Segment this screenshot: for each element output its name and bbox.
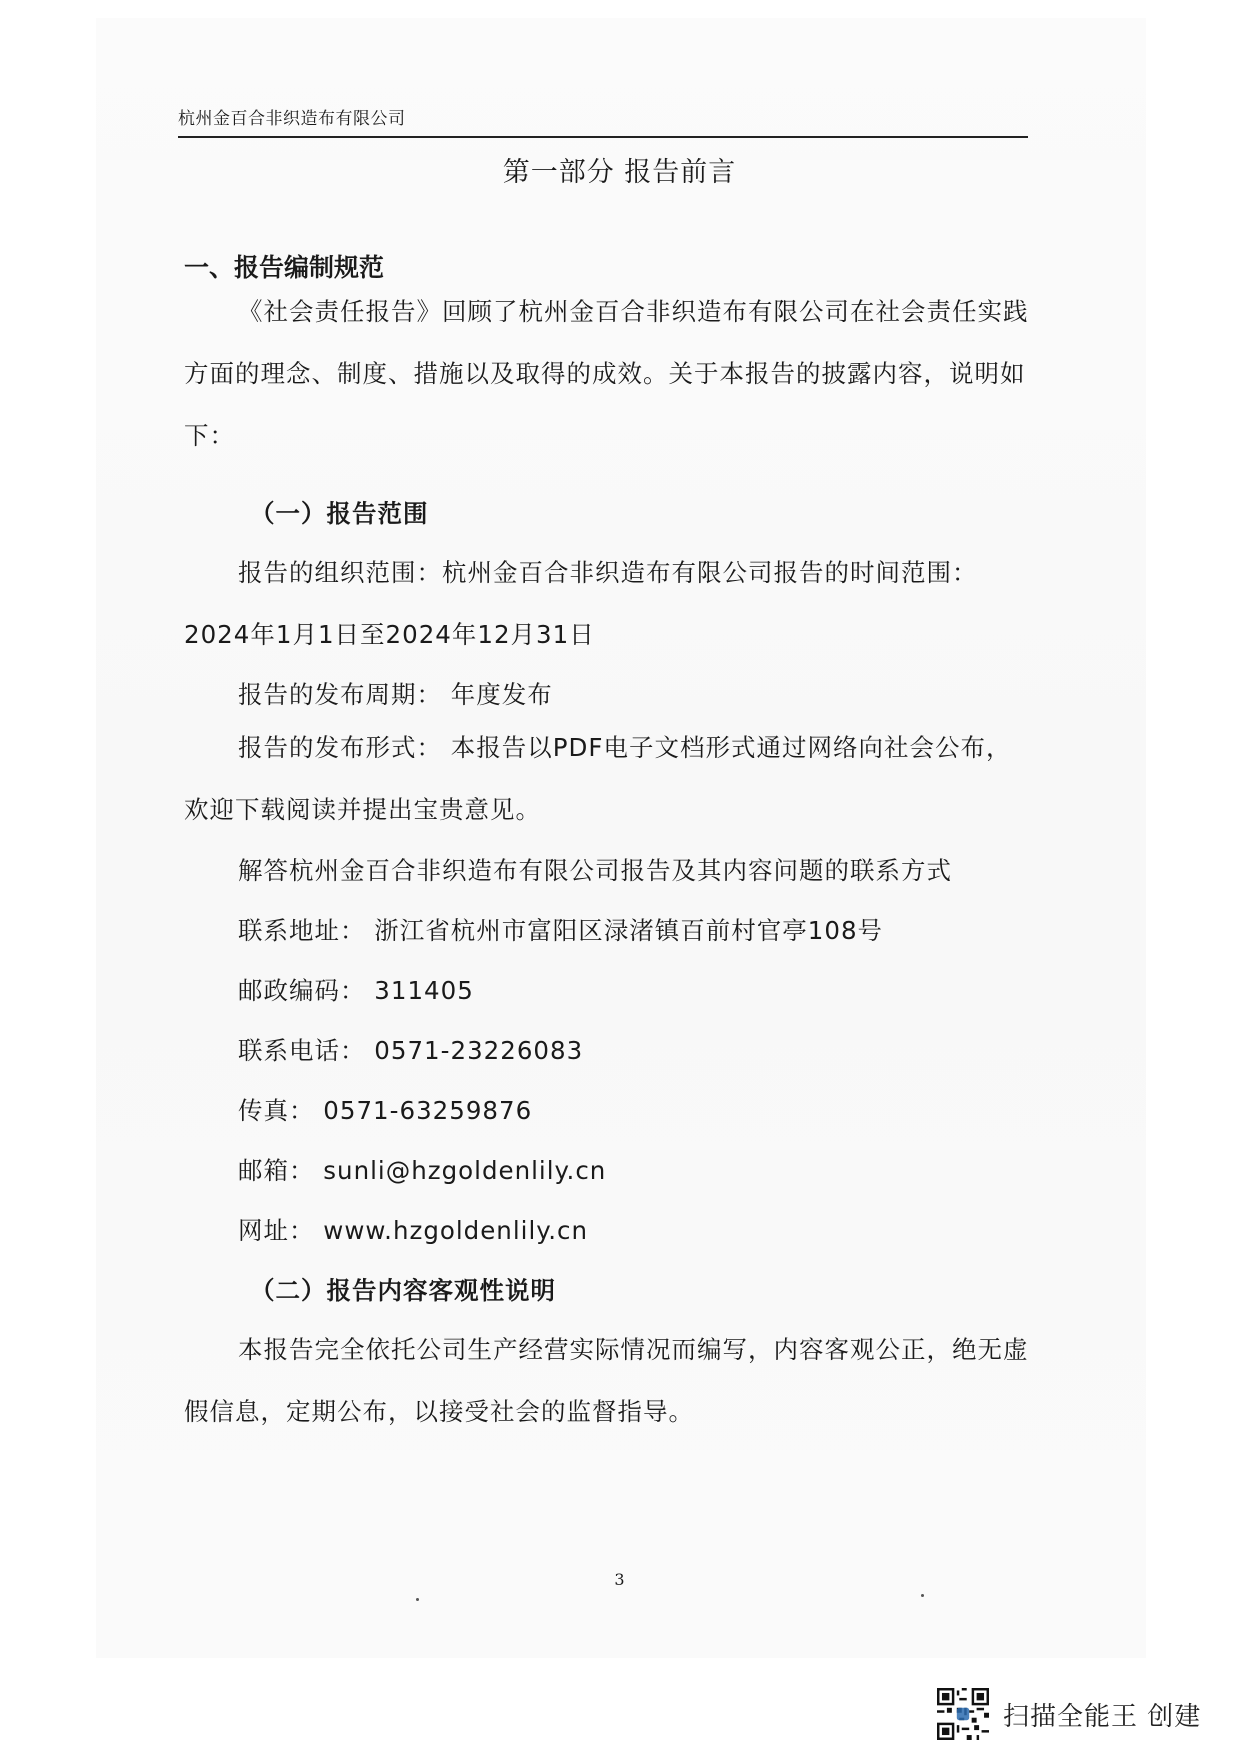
header-company-name: 杭州金百合非织造布有限公司 [178,109,406,129]
scanner-watermark [937,1688,1201,1740]
subsection-heading-scope: （一）报告范围 [250,499,429,528]
part-title: 第一部分 报告前言 [502,157,737,188]
contact-fax: 传真： 0571-63259876 [238,1096,533,1125]
release-form-paragraph [184,717,1029,841]
contact-email: 邮箱： sunli@hzgoldenlily.cn [238,1156,607,1185]
release-form-text: 报告的发布形式： 本报告以PDF电子文档形式通过网络向社会公布，欢迎下载阅读并提出宝贵意见。 [184,733,1012,824]
watermark-text: 扫描全能王 创建 [1003,1701,1202,1732]
release-cycle: 报告的发布周期： 年度发布 [238,680,553,709]
intro-text: 《社会责任报告》回顾了杭州金百合非织造布有限公司在社会责任实践方面的理念、制度、措施以及取得的成效。关于本报告的披露内容，说明如下： [184,297,1029,450]
header-divider [178,136,1028,138]
scope-paragraph [184,542,1029,666]
scan-speck [921,1594,924,1597]
section-heading: 一、报告编制规范 [184,253,385,282]
contact-phone: 联系电话： 0571-23226083 [238,1036,584,1065]
scan-speck [416,1598,419,1601]
contact-address: 联系地址： 浙江省杭州市富阳区渌渚镇百前村官亭108号 [238,916,884,945]
subsection-heading-objectivity: （二）报告内容客观性说明 [250,1276,556,1305]
contact-intro: 解答杭州金百合非织造布有限公司报告及其内容问题的联系方式 [238,856,952,885]
scope-text: 报告的组织范围：杭州金百合非织造布有限公司报告的时间范围：2024年1月1日至2024年12月31日 [184,558,978,649]
intro-paragraph [184,281,1029,467]
page-number: 3 [614,1570,625,1589]
qr-code-icon [937,1688,989,1740]
objectivity-paragraph [184,1319,1029,1443]
contact-postcode: 邮政编码： 311405 [238,976,474,1005]
contact-website: 网址： www.hzgoldenlily.cn [238,1216,589,1245]
objectivity-text: 本报告完全依托公司生产经营实际情况而编写，内容客观公正，绝无虚假信息，定期公布，以接受社会的监督指导。 [184,1335,1029,1426]
